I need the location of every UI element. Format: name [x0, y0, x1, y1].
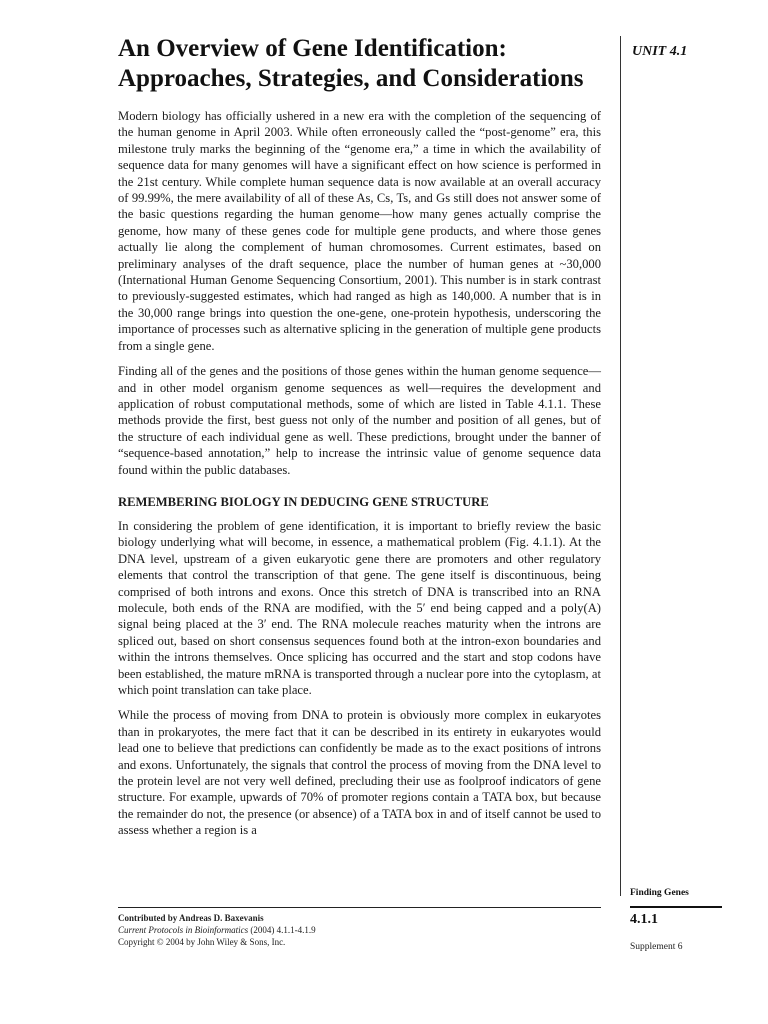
unit-label: UNIT 4.1 [632, 44, 688, 59]
journal-name: Current Protocols in Bioinformatics [118, 925, 249, 935]
page-title: An Overview of Gene Identification: Approaches, Strategies, and Considerations [118, 35, 584, 92]
paragraph-intro-1: Modern biology has officially ushered in a new era with the completion of the sequencing of the human genome in April 2003. While often erroneously called the “post-genome” era, this milestone truly marks the beginning of the “genome era,” a time in which the availability of sequence data for many genomes will have a significant effect on how science is performed in the 21st century. While complete human sequence data is now available at an overall accuracy of 99.99%, the mere availability of all of these As, Cs, Ts, and Gs still does not answer some of the basic questions regarding the human genome—how many genes actually comprise the genome, how many of these genes code for multiple gene products, and where those genes actually lie along the complement of human chromosomes. Current estimates, based on preliminary analyses of the draft sequence, place the number of human genes at ~30,000 (International Human Genome Sequencing Consortium, 2001). This number is in stark contrast to previously-suggested estimates, which had ranged as high as 140,000. A number that is in the 30,000 range brings into question the one-gene, one-protein hypothesis, underscoring the importance of processes such as alternative splicing in the generation of multiple gene products from a single gene. [118, 109, 601, 353]
vertical-divider [620, 36, 621, 896]
paragraph-section-2: While the process of moving from DNA to protein is obviously more complex in eukaryotes than in prokaryotes, the mere fact that it can be described in its entirety in eukaryotes would lead one to believe that predictions can confidently be made as to the exact positions of introns and exons. Unfortunately, the signals that control the process of moving from the DNA level to the protein level are not very well defined, precluding their use as foolproof indicators of gene structure. For example, upwards of 70% of promoter regions contain a TATA box, but because the remainder do not, the presence (or absence) of a TATA box in and of itself cannot be used to assess whether a region is a [118, 708, 601, 838]
article-body [118, 108, 601, 848]
section-name: Finding Genes [630, 888, 689, 898]
side-divider [630, 906, 722, 908]
citation-detail: (2004) 4.1.1-4.1.9 [248, 925, 316, 935]
paragraph-section-1: In considering the problem of gene identification, it is important to briefly review the basic biology underlying what will become, in essence, a mathematical problem (Fig. 4.1.1). At the DNA level, upstream of a given eukaryotic gene there are promoters and other regulatory elements that control the transcription of that gene. The gene itself is discontinuous, being comprised of both introns and exons. Once this stretch of DNA is transcribed into an RNA molecule, both ends of the RNA are modified, with the 5′ end being capped and a poly(A) signal being placed at the 3′ end. The RNA molecule reaches maturity when the introns are spliced out, based on short consensus sequences found both at the intron-exon boundaries and within the introns themselves. Once splicing has occurred and the start and stop codons have been established, the mature mRNA is transported through a nuclear pore into the cytoplasm, at which point translation can take place. [118, 518, 601, 697]
copyright-line: Copyright © 2004 by John Wiley & Sons, Inc. [118, 937, 286, 947]
citation-line [118, 924, 598, 936]
page-number: 4.1.1 [630, 912, 658, 927]
paragraph-intro-2: Finding all of the genes and the positions of those genes within the human genome sequence—and in other model organism genome sequences as well—requires the development and application of robust computational methods, some of which are listed in Table 4.1.1. These methods provide the first, best guess not only of the number and position of all genes, but of the structure of each individual gene as well. These predictions, brought under the banner of “sequence-based annotation,” help to increase the intrinsic value of genome sequence data found within the public databases. [118, 364, 601, 477]
footer-divider [118, 907, 601, 908]
contributor-line: Contributed by Andreas D. Baxevanis [118, 913, 264, 923]
supplement-label: Supplement 6 [630, 942, 683, 952]
footer [118, 912, 598, 948]
section-heading: REMEMBERING BIOLOGY IN DEDUCING GENE STRUCTURE [118, 494, 489, 509]
